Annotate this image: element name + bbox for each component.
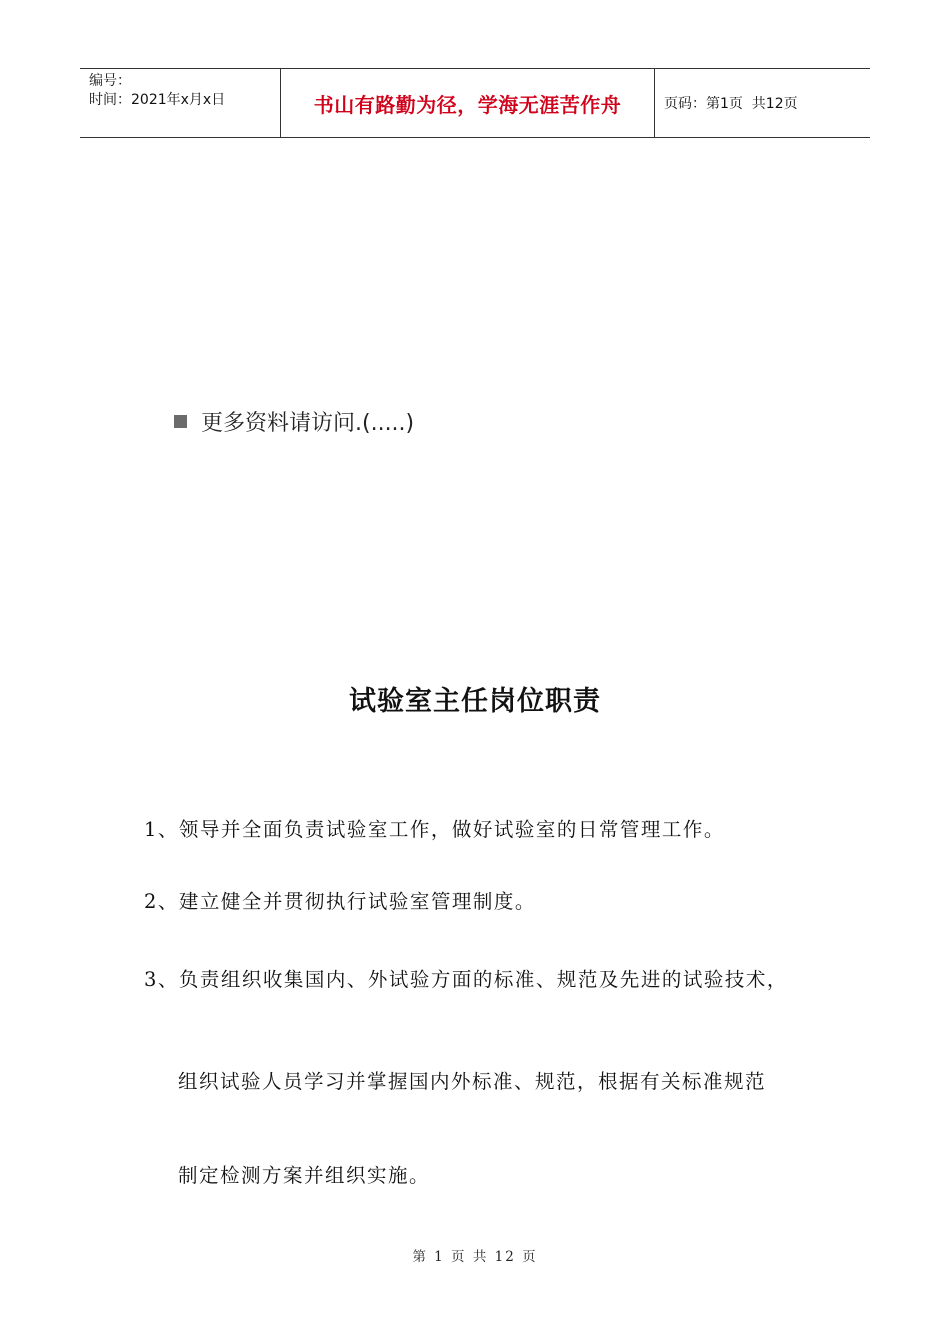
header-page-cell [655, 69, 870, 137]
page-info: 页码：第1页 共12页 [664, 96, 798, 112]
date-label: 时间：2021年x月x日 [89, 92, 226, 108]
paragraph-3-line-3: 制定检测方案并组织实施。 [178, 1164, 431, 1187]
page-title: 试验室主任岗位职责 [349, 686, 601, 717]
more-info-text: 更多资料请访问.(.....) [201, 411, 415, 436]
square-bullet-icon [174, 415, 187, 428]
header-motto-cell [281, 69, 655, 137]
paragraph-2: 2、建立健全并贯彻执行试验室管理制度。 [144, 890, 536, 913]
document-header [80, 68, 870, 138]
more-info-line [174, 406, 414, 437]
motto-text: 书山有路勤为径，学海无涯苦作舟 [313, 92, 622, 117]
page-footer: 第 1 页 共 12 页 [412, 1249, 538, 1265]
header-meta-cell [80, 69, 281, 137]
number-label: 编号： [89, 73, 131, 89]
paragraph-3-line-1: 3、负责组织收集国内、外试验方面的标准、规范及先进的试验技术， [144, 968, 788, 991]
paragraph-1: 1、领导并全面负责试验室工作，做好试验室的日常管理工作。 [144, 818, 725, 841]
paragraph-3-line-2: 组织试验人员学习并掌握国内外标准、规范，根据有关标准规范 [178, 1070, 767, 1093]
